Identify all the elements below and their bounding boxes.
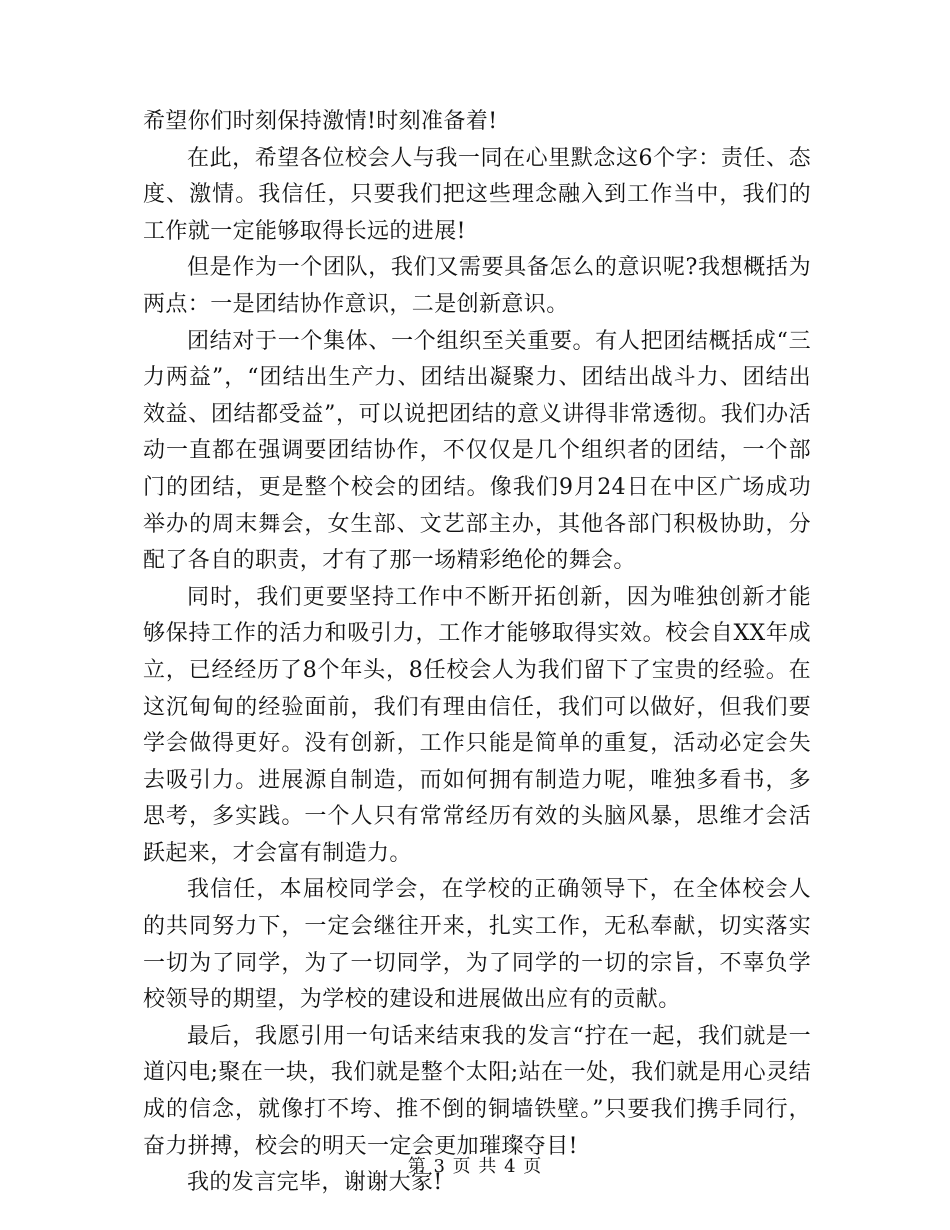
page-footer: 第 3 页 共 4 页 <box>407 1156 543 1177</box>
paragraph-5: 同时，我们更要坚持工作中不断开拓创新，因为唯独创新才能够保持工作的活力和吸引力，工作才能够取得实效。校会自XX年成立，已经经历了8个年头，8任校会人为我们留下了宝贵的经验。在这沉甸甸的经验面前，我们有理由信任，我们可以做好，但我们要学会做得更好。没有创新，工作只能是简单的重复，活动必定会失去吸引力。进展源自制造，而如何拥有制造力呢，唯独多看书，多思考，多实践。一个人只有常常经历有效的头脑风暴，思维才会活跃起来，才会富有制造力。 <box>143 584 811 866</box>
paragraph-2: 在此，希望各位校会人与我一同在心里默念这6个字：责任、态度、激情。我信任，只要我们把这些理念融入到工作当中，我们的工作就一定能够取得长远的进展! <box>143 145 811 244</box>
paragraph-7: 最后，我愿引用一句话来结束我的发言“拧在一起，我们就是一道闪电;聚在一块，我们就是整个太阳;站在一处，我们就是用心灵结成的信念，就像打不垮、推不倒的铜墙铁壁。”只要我们携手同行，奋力拼搏，校会的明天一定会更加璀璨夺目! <box>143 1023 811 1159</box>
document-body <box>143 104 811 1202</box>
paragraph-3: 但是作为一个团队，我们又需要具备怎么的意识呢?我想概括为两点：一是团结协作意识，二是创新意识。 <box>143 255 811 317</box>
paragraph-4: 团结对于一个集体、一个组织至关重要。有人把团结概括成“三力两益”，“团结出生产力、团结出凝聚力、团结出战斗力、团结出效益、团结都受益”，可以说把团结的意义讲得非常透彻。我们办活动一直都在强调要团结协作，不仅仅是几个组织者的团结，一个部门的团结，更是整个校会的团结。像我们9月24日在中区广场成功举办的周末舞会，女生部、文艺部主办，其他各部门积极协助，分配了各自的职责，才有了那一场精彩绝伦的舞会。 <box>143 328 811 574</box>
paragraph-8: 我的发言完毕，谢谢大家! <box>187 1170 443 1196</box>
paragraph-6: 我信任，本届校同学会，在学校的正确领导下，在全体校会人的共同努力下，一定会继往开来，扎实工作，无私奉献，切实落实一切为了同学，为了一切同学，为了同学的一切的宗旨，不辜负学校领导的期望，为学校的建设和进展做出应有的贡献。 <box>143 877 811 1013</box>
paragraph-1: 希望你们时刻保持激情!时刻准备着! <box>143 109 498 134</box>
